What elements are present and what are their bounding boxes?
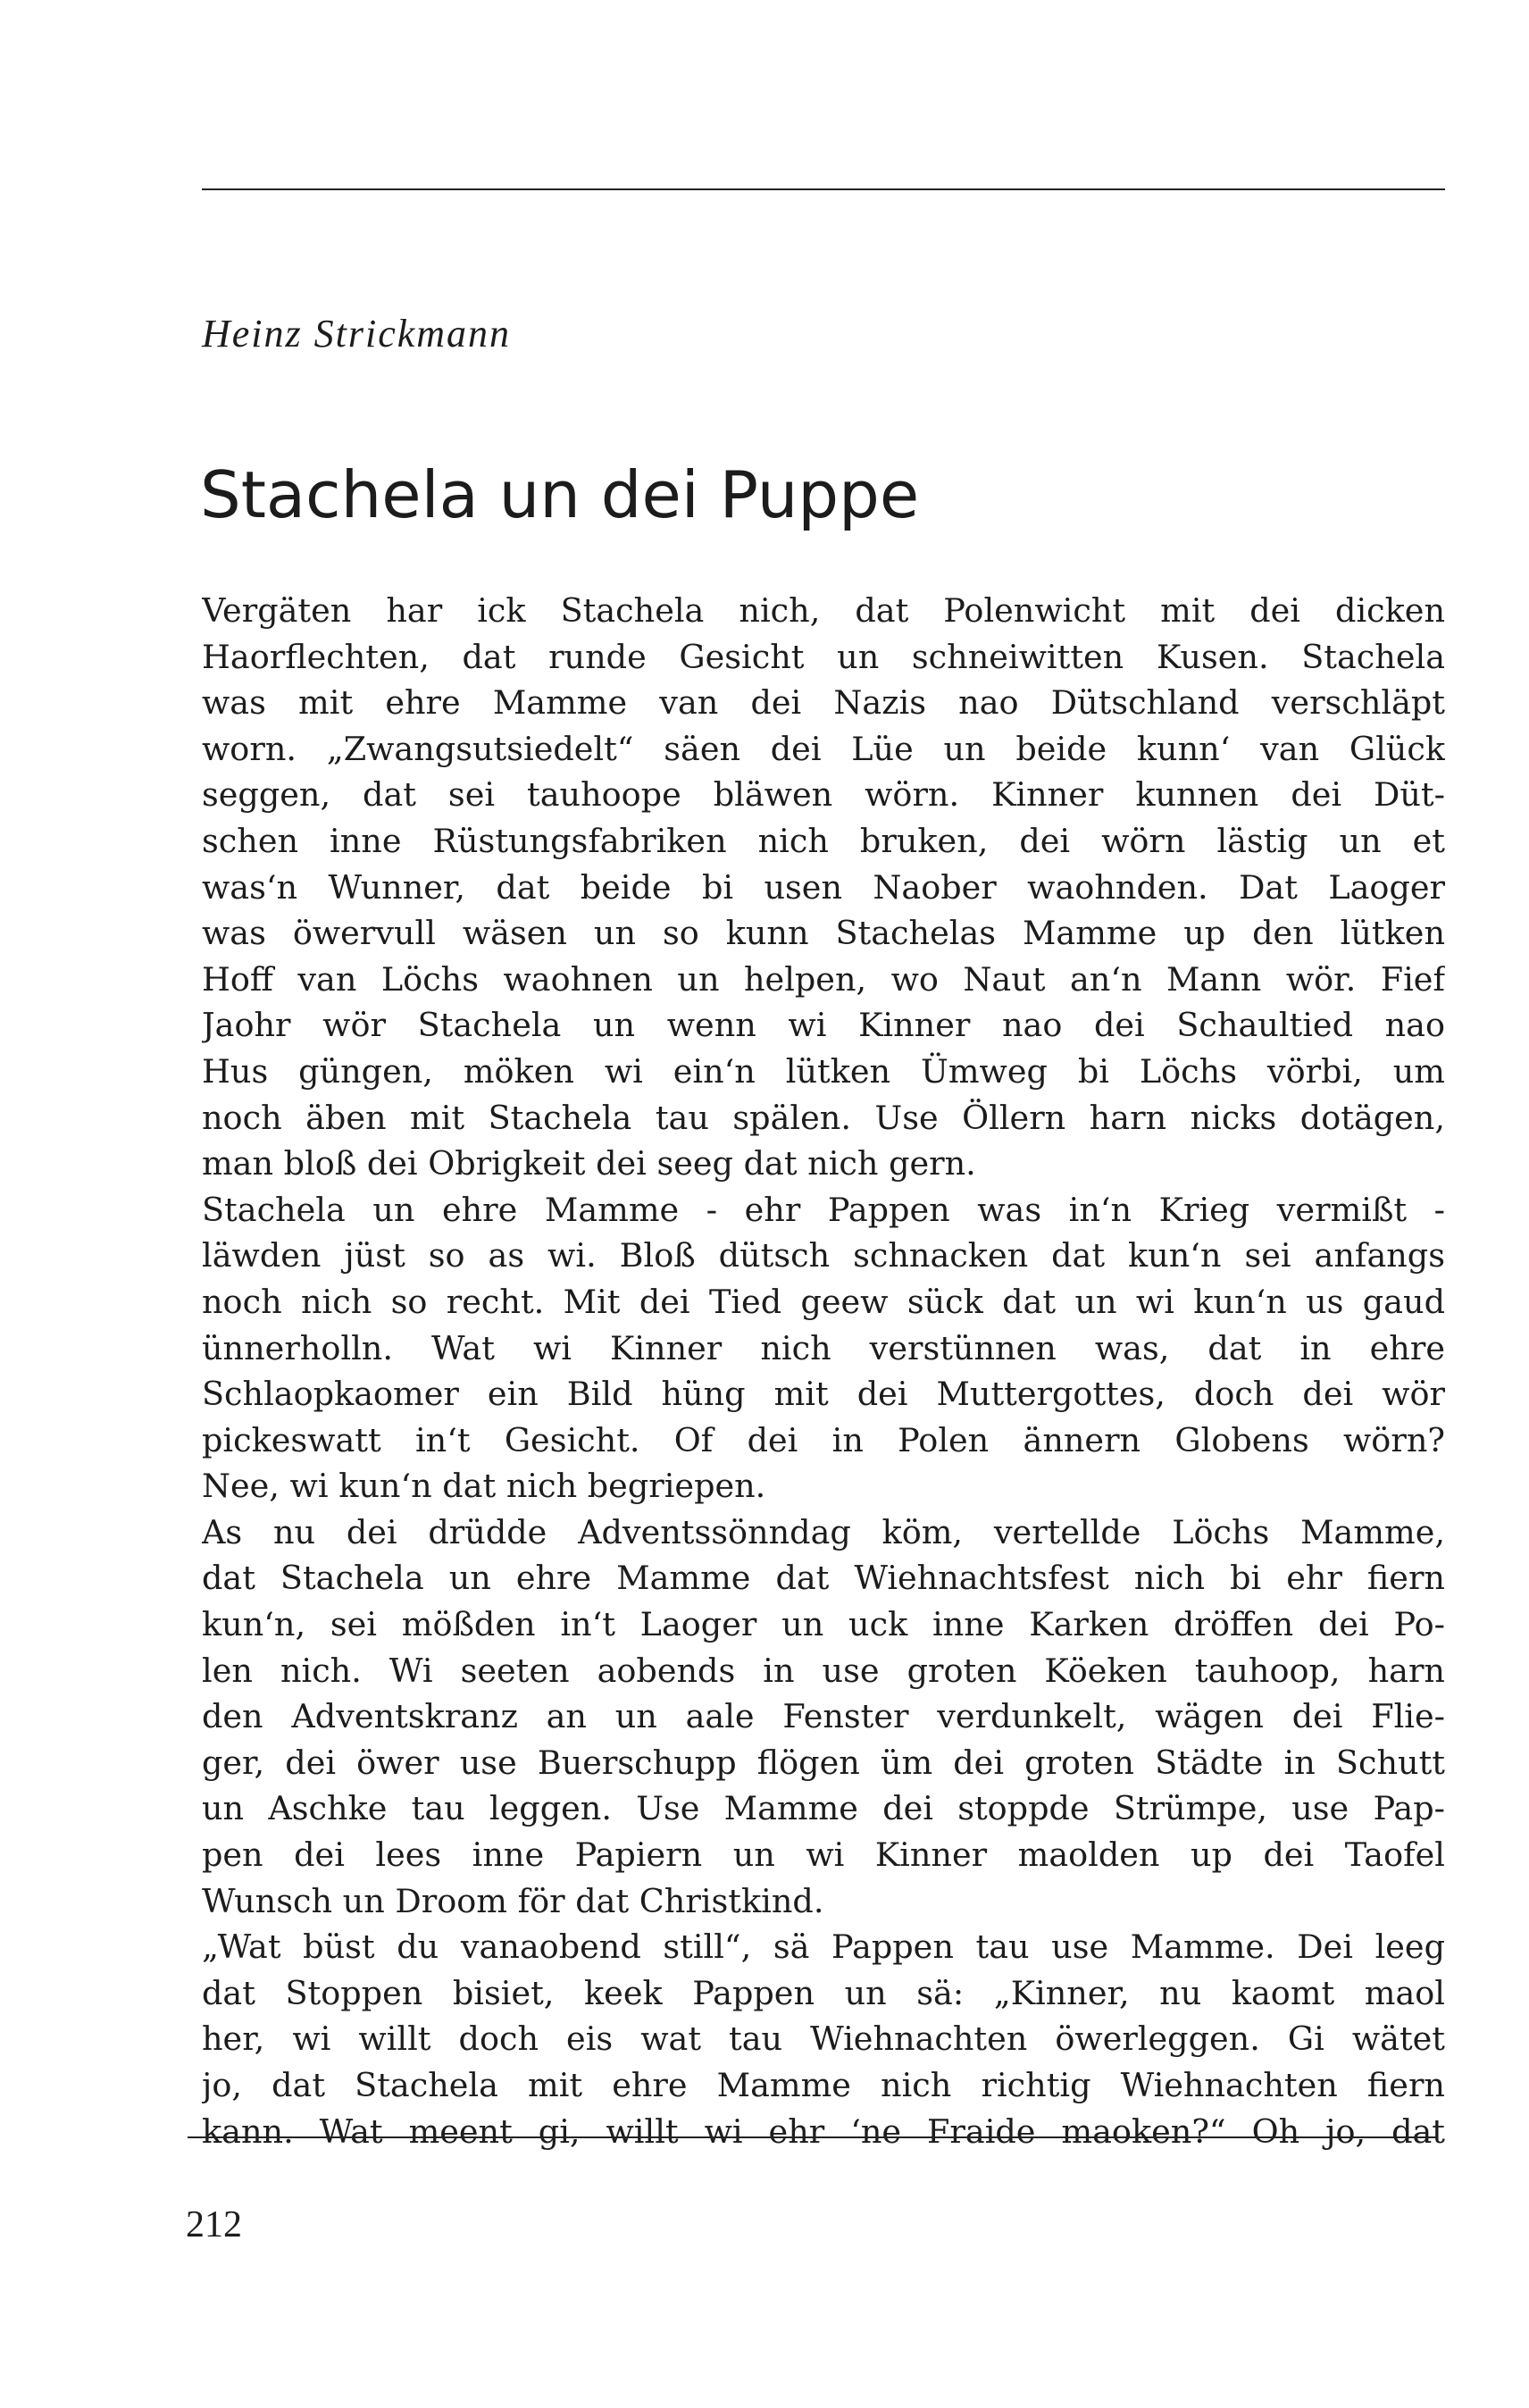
text-line: ünnerholln. Wat wi Kinner nich verstünnen was, dat in ehre	[202, 1328, 1445, 1367]
text-line: was öwervull wäsen un so kunn Stachelas Mamme up den lütken	[202, 914, 1445, 953]
text-line: Hus güngen, möken wi ein‘n lütken Ümweg bi Löchs vörbi, um	[202, 1051, 1445, 1091]
text-line: pickeswatt in‘t Gesicht. Of dei in Polen ännern Globens wörn?	[202, 1420, 1445, 1459]
text-line: ger, dei öwer use Buerschupp flögen üm dei groten Städte in Schutt	[202, 1743, 1445, 1782]
text-line: kun‘n, sei mößden in‘t Laoger un uck inne Karken dröffen dei Po-	[202, 1605, 1445, 1644]
text-line: Schlaopkaomer ein Bild hüng mit dei Muttergottes, doch dei wör	[202, 1375, 1445, 1414]
text-line: was‘n Wunner, dat beide bi usen Naober waohnden. Dat Laoger	[202, 867, 1445, 907]
text-line: läwden jüst so as wi. Bloß dütsch schnacken dat kun‘n sei anfangs	[202, 1236, 1445, 1275]
text-line: jo, dat Stachela mit ehre Mamme nich richtig Wiehnachten fiern	[202, 2066, 1445, 2104]
text-line: Jaohr wör Stachela un wenn wi Kinner nao dei Schaultied nao	[202, 1006, 1445, 1045]
page-number: 212	[186, 2204, 242, 2245]
text-line: dat Stoppen bisiet, keek Pappen un sä: „Kinner, nu kaomt maol	[202, 1973, 1445, 2012]
text-line: Haorflechten, dat runde Gesicht un schneiwitten Kusen. Stachela	[202, 637, 1445, 676]
text-line: worn. „Zwangsutsiedelt“ säen dei Lüe un beide kunn‘ van Glück	[202, 729, 1445, 768]
text-line: dat Stachela un ehre Mamme dat Wiehnachtsfest nich bi ehr fiern	[202, 1559, 1445, 1598]
text-line: Wunsch un Droom för dat Christkind.	[202, 1881, 824, 1920]
story-title: Stachela un dei Puppe	[200, 457, 920, 532]
text-line: Vergäten har ick Stachela nich, dat Polenwicht mit dei dicken	[202, 591, 1445, 630]
text-line: pen dei lees inne Papiern un wi Kinner maolden up dei Taofel	[202, 1835, 1445, 1875]
text-line: As nu dei drüdde Adventssönndag köm, vertellde Löchs Mamme,	[202, 1512, 1445, 1551]
text-line: her, wi willt doch eis wat tau Wiehnachten öwerleggen. Gi wätet	[202, 2019, 1445, 2059]
author-name: Heinz Strickmann	[202, 312, 512, 355]
text-line: noch äben mit Stachela tau spälen. Use Öllern harn nicks dotägen,	[202, 1098, 1445, 1137]
text-line: man bloß dei Obrigkeit dei seeg dat nich gern.	[202, 1144, 976, 1183]
text-line: „Wat büst du vanaobend still“, sä Pappen tau use Mamme. Dei leeg	[202, 1927, 1445, 1967]
text-line: schen inne Rüstungsfabriken nich bruken, dei wörn lästig un et	[202, 821, 1445, 860]
text-line: noch nich so recht. Mit dei Tied geew sück dat un wi kun‘n us gaud	[202, 1282, 1445, 1321]
text-line: seggen, dat sei tauhoope bläwen wörn. Kinner kunnen dei Düt-	[202, 775, 1445, 815]
text-line: Hoff van Löchs waohnen un helpen, wo Naut an‘n Mann wör. Fief	[202, 959, 1445, 999]
top-rule	[202, 188, 1445, 190]
bottom-rule	[188, 2136, 1438, 2138]
text-line: kann. Wat meent gi, willt wi ehr ‘ne Fraide maoken?“ Oh jo, dat	[202, 2111, 1445, 2151]
text-line: Stachela un ehre Mamme - ehr Pappen was in‘n Krieg vermißt -	[202, 1190, 1445, 1229]
text-line: len nich. Wi seeten aobends in use groten Köeken tauhoop, harn	[202, 1651, 1445, 1690]
text-line: den Adventskranz an un aale Fenster verdunkelt, wägen dei Flie-	[202, 1697, 1445, 1736]
text-line: was mit ehre Mamme van dei Nazis nao Dütschland verschläpt	[202, 683, 1445, 723]
body-text	[202, 588, 1445, 2154]
text-line: Nee, wi kun‘n dat nich begriepen.	[202, 1467, 766, 1506]
text-line: un Aschke tau leggen. Use Mamme dei stoppde Strümpe, use Pap-	[202, 1789, 1445, 1828]
